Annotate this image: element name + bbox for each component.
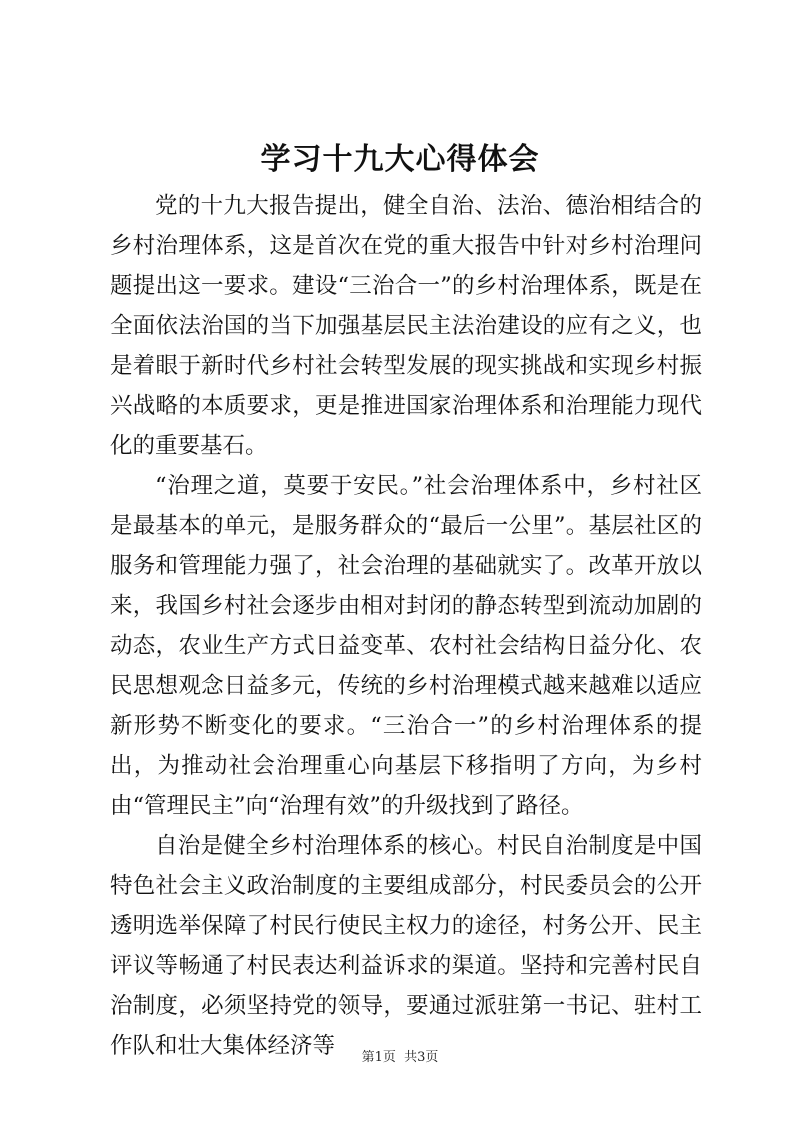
paragraph-2: “治理之道，莫要于安民。”社会治理体系中，乡村社区是最基本的单元，是服务群众的“最后一公里”。基层社区的服务和管理能力强了，社会治理的基础就实了。改革开放以来，我国乡村社会逐步由相对封闭的静态转型到流动加剧的动态，农业生产方式日益变革、农村社会结构日益分化、农民思想观念日益多元，传统的乡村治理模式越来越难以适应新形势不断变化的要求。“三治合一”的乡村治理体系的提出，为推动社会治理重心向基层下移指明了方向，为乡村由“管理民主”向“治理有效”的升级找到了路径。 (110, 473, 702, 819)
page-footer (0, 1049, 800, 1067)
paragraph-1: 党的十九大报告提出，健全自治、法治、德治相结合的乡村治理体系，这是首次在党的重大报告中针对乡村治理问题提出这一要求。建设“三治合一”的乡村治理体系，既是在全面依法治国的当下加强基层民主法治建设的应有之义，也是着眼于新时代乡村社会转型发展的现实挑战和实现乡村振兴战略的本质要求，更是推进国家治理体系和治理能力现代化的重要基石。 (110, 193, 702, 459)
document-body (110, 186, 702, 1066)
document-title: 学习十九大心得体会 (260, 142, 540, 177)
paragraph-3: 自治是健全乡村治理体系的核心。村民自治制度是中国特色社会主义政治制度的主要组成部分，村民委员会的公开透明选举保障了村民行使民主权力的途径，村务公开、民主评议等畅通了村民表达利益诉求的渠道。坚持和完善村民自治制度，必须坚持党的领导，要通过派驻第一书记、驻村工作队和壮大集体经济等 (110, 833, 702, 1059)
page-number: 第1页 (361, 1050, 396, 1065)
page-total: 共3页 (404, 1050, 439, 1065)
